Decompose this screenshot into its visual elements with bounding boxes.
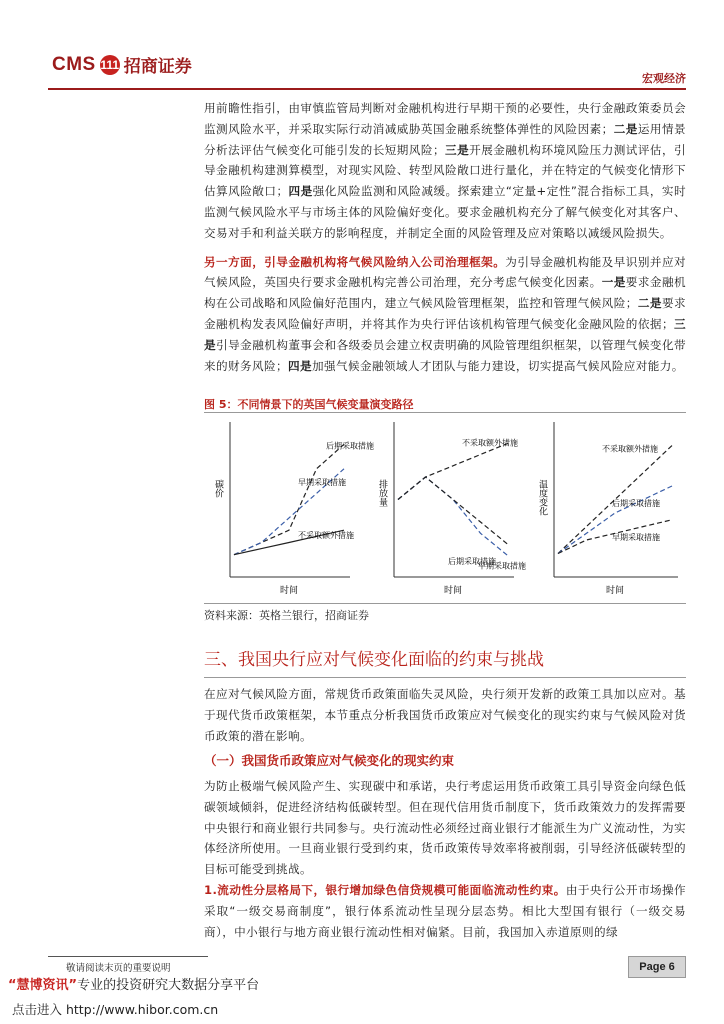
logo-mark-icon: 111 — [100, 55, 120, 75]
watermark-line-1: “慧博资讯”专业的投资研究大数据分享平台 — [8, 978, 260, 993]
section-heading-rule — [204, 677, 686, 678]
chart-2-series-1 — [398, 443, 508, 499]
chart-3-series-2-label: 后期采取措施 — [612, 499, 660, 508]
figure-source: 资料来源：英格兰银行，招商证券 — [204, 609, 369, 622]
watermark-link[interactable]: 点击进入 http://www.hibor.com.cn — [12, 1002, 219, 1017]
chart-3-series-3-label: 早期采取措施 — [612, 532, 660, 542]
chart-1-series-2-label: 早期采取措施 — [298, 477, 346, 487]
subsection-paragraph: 为防止极端气候风险产生、实现碳中和承诺，央行考虑运用货币政策工具引导资金向绿色低碳领域倾斜，促进经济结构低碳转型。但在现代信用货币制度下，货币政策效力的发挥需要中央银行和商业银行共同参与。央行流动性必须经过商业银行才能派生为广义流动性，为实体经济所使用。一旦商业银行受到约束，货币政策传导效率将被削弱，引导经济低碳转型的目标可能受到挑战。 — [204, 779, 686, 877]
chart-1-series-3-label: 不采取额外措施 — [298, 531, 354, 541]
paragraph-1: 用前瞻性指引，由审慎监管局判断对金融机构进行早期干预的必要性，央行金融政策委员会监测风险水平，并采取实际行动消减威胁英国金融系统整体弹性的风险因素；二是运用情景分析法评估气候变化可能引发的长短期风险；三是开展金融机构环境风险压力测试评估，引导金融机构建测算模型，对现实风险、转型风险敞口进行量化，并在特定的气候变化情形下估算风险敞口；四是强化风险监测和风险减缓。探索建立“定量+定性”混合指标工具，实时监测气候风险水平与市场主体的风险偏好变化。要求金融机构充分了解气候变化对其客户、交易对手和利益关联方的影响程度，并制定全面的风险管理及应对策略以减缓风险损失。 — [204, 101, 686, 240]
page-header — [0, 0, 724, 85]
chart-3-series-1-label: 不采取额外措施 — [602, 444, 658, 454]
chart-2-ylabel: 排放量 — [377, 479, 387, 507]
header-divider — [48, 88, 686, 90]
chart-3-xlabel: 时间 — [606, 586, 625, 596]
section-tag: 宏观经济 — [642, 72, 686, 85]
chart-1-ylabel: 碳价 — [213, 479, 223, 498]
figure-title: 图 5：不同情景下的英国气候变量演变路径 — [204, 398, 414, 411]
chart-2-series-2-label: 后期采取措施 — [448, 556, 496, 566]
footer-note: 敬请阅读末页的重要说明 — [66, 963, 171, 974]
logo — [52, 52, 192, 77]
figure-charts — [204, 412, 686, 602]
footer-rule — [48, 956, 208, 957]
logo-cms-text: CMS — [52, 53, 96, 75]
section-intro: 在应对气候风险方面，常规货币政策面临失灵风险，央行须开发新的政策工具加以应对。基于现代货币政策框架，本节重点分析我国货币政策应对气候变化的现实约束与气候风险对货币政策的潜在影响。 — [204, 687, 686, 743]
chart-3-ylabel: 温度变化 — [537, 479, 547, 516]
chart-2-series-2 — [398, 477, 508, 556]
chart-2-series-3 — [398, 477, 508, 545]
chart-2-series-3-label: 早期采取措施 — [478, 561, 526, 571]
chart-1-xlabel: 时间 — [280, 586, 299, 596]
section-heading: 三、我国央行应对气候变化面临的约束与挑战 — [204, 650, 544, 670]
body-text — [204, 96, 686, 376]
logo-cn-text: 招商证券 — [123, 57, 192, 77]
chart-3-series-2 — [558, 486, 672, 554]
figure-bottom-rule — [204, 603, 686, 604]
paragraph-2: 另一方面，引导金融机构将气候风险纳入公司治理框架。为引导金融机构能及早识别并应对气候风险，英国央行要求金融机构完善公司治理，充分考虑气候变化因素。一是要求金融机构在公司战略和风险偏好范围内，建立气候风险管理框架，监控和管理气候风险；二是要求金融机构发表风险偏好声明，并将其作为央行评估该机构管理气候变化金融风险的依据；三是引导金融机构董事会和各级委员会建立权责明确的风险管理组织框架，以管理气候变化带来的财务风险；四是加强气候金融领域人才团队与能力建设，切实提高气候风险应对能力。 — [204, 254, 686, 373]
liquidity-paragraph: 1.流动性分层格局下，银行增加绿色信贷规模可能面临流动性约束。由于央行公开市场操作采取“一级交易商制度”，银行体系流动性呈现分层态势。相比大型国有银行（一级交易商），中小银行与地方商业银行流动性相对偏紧。目前，我国加入赤道原则的绿 — [204, 883, 686, 939]
chart-2-series-1-label: 不采取额外措施 — [462, 438, 518, 448]
page-number: Page 6 — [628, 956, 686, 978]
chart-2-xlabel: 时间 — [444, 586, 463, 596]
chart-1-series-1-label: 后期采取措施 — [326, 441, 374, 451]
subsection-heading: （一）我国货币政策应对气候变化的现实约束 — [204, 753, 455, 768]
